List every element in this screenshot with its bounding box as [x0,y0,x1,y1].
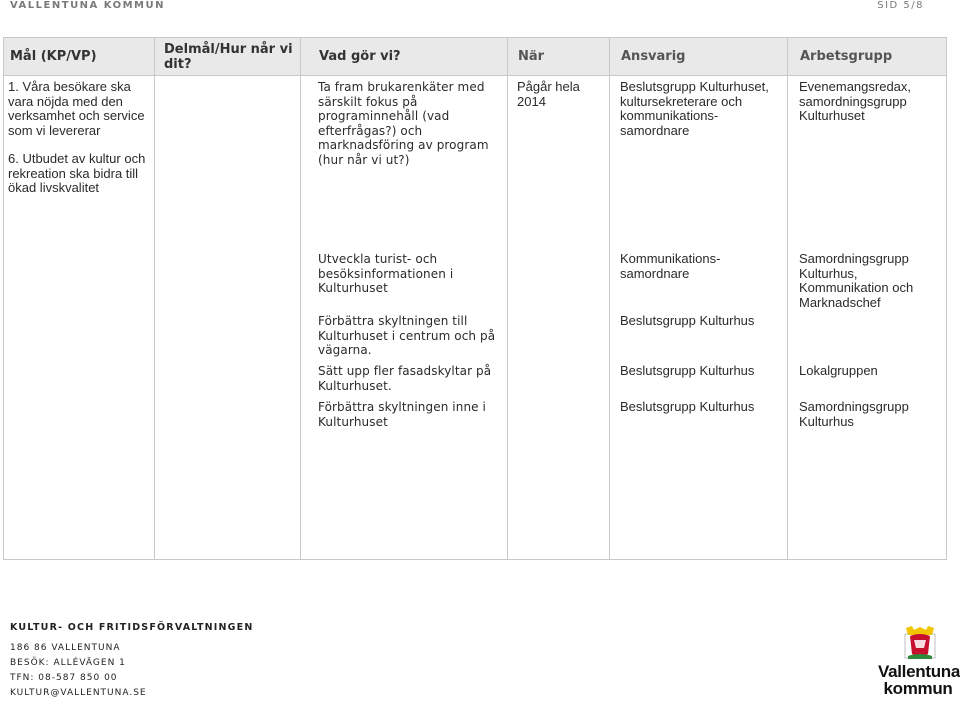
vallentuna-logo [878,622,958,697]
footer-department: KULTUR- OCH FRITIDSFÖRVALTNINGEN [10,622,254,633]
goal-6: 6. Utbudet av kultur och rekreation ska bidra till ökad livskvalitet [8,151,146,196]
row2a-workgroup: Samordningsgrupp Kulturhus, Kommunikation och Marknadschef [799,251,914,310]
row2c-what: Sätt upp fler fasadskyltar på Kulturhuset. [318,364,492,393]
column-header-what: Vad gör vi? [319,49,401,64]
column-header-goal: Mål (KP/VP) [10,49,97,64]
footer-address [10,622,254,701]
row2c-responsible: Beslutsgrupp Kulturhus [620,363,755,378]
column-header-when: När [518,49,545,64]
footer-phone: TFN: 08-587 850 00 [10,673,118,683]
row2d-workgroup: Samordningsgrupp Kulturhus [799,399,909,429]
footer-email: KULTUR@VALLENTUNA.SE [10,688,147,698]
row1-when: Pågår hela 2014 [517,79,580,109]
goal-1: 1. Våra besökare ska vara nöjda med den verksamhet och service som vi levererar [8,79,145,138]
column-header-subgoal: Delmål/Hur når vi dit? [164,42,293,72]
row2b-what: Förbättra skyltningen till Kulturhuset i centrum och på vägarna. [318,314,496,358]
row1-responsible: Beslutsgrupp Kulturhuset, kultursekreterare och kommunikations-samordnare [620,79,769,138]
row1-workgroup: Evenemangsredax, samordningsgrupp Kulturhuset [799,79,912,124]
page-number: SID 5/8 [877,0,924,11]
footer-visit: BESÖK: ALLÉVÄGEN 1 [10,658,126,668]
column-header-responsible: Ansvarig [621,49,686,64]
row2b-responsible: Beslutsgrupp Kulturhus [620,313,755,328]
row2d-what: Förbättra skyltningen inne i Kulturhuset [318,400,486,429]
row2c-workgroup: Lokalgruppen [799,363,878,378]
org-name: VALLENTUNA KOMMUN [10,0,165,11]
row1-what: Ta fram brukarenkäter med särskilt fokus på programinnehåll (vad efterfrågas?) och marknadsföring av program (hur når vi ut?) [318,80,489,167]
column-header-workgroup: Arbetsgrupp [800,49,893,64]
logo-text-line1: Vallentuna [878,662,960,681]
row2a-what: Utveckla turist- och besöksinformationen i Kulturhuset [318,252,454,296]
logo-text-line2: kommun [883,679,953,698]
coat-of-arms-icon [904,626,936,660]
footer-postal: 186 86 VALLENTUNA [10,643,121,653]
row2a-responsible: Kommunikations-samordnare [620,251,721,281]
page-header [0,0,960,14]
row2d-responsible: Beslutsgrupp Kulturhus [620,399,755,414]
